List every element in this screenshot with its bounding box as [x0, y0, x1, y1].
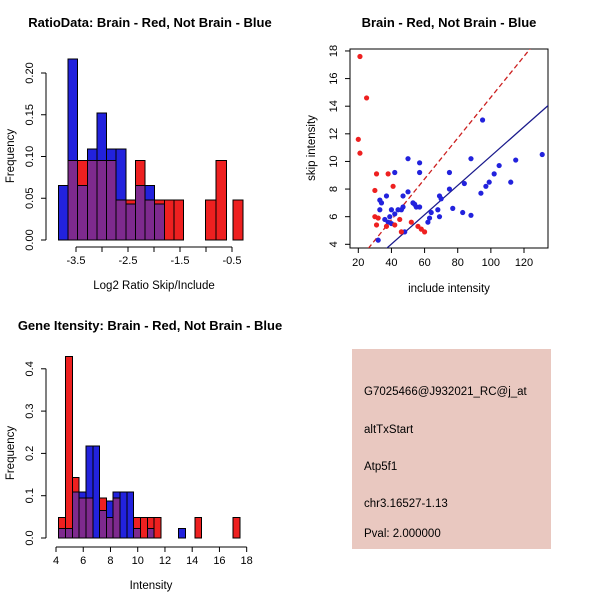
hist-bar-red: [140, 518, 147, 538]
y-tick-label: 0.10: [24, 145, 36, 168]
scatter-point-blue: [483, 184, 488, 189]
x-tick-label: 10: [131, 555, 144, 567]
scatter-point-blue: [427, 215, 432, 220]
scatter-point-red: [390, 184, 395, 189]
x-tick-label: 12: [158, 555, 172, 567]
scatter-point-blue: [513, 157, 518, 162]
hist-bar-red: [66, 357, 73, 538]
y-tick-label: 0.15: [24, 104, 36, 126]
info-panel-background: [352, 349, 551, 549]
scatter-point-blue: [376, 238, 381, 243]
scatter-point-blue: [447, 186, 452, 191]
y-tick-label: 8: [328, 185, 340, 193]
y-tick-label: 6: [328, 213, 340, 220]
scatter-point-red: [384, 224, 389, 229]
hist-bar-overlap: [79, 498, 86, 538]
x-tick-label: 6: [80, 555, 87, 567]
hist-bar-red: [216, 161, 226, 240]
y-tick-label: 0.05: [24, 187, 36, 209]
y-tick-label: 0.20: [24, 62, 36, 84]
scatter-point-red: [386, 171, 391, 176]
x-tick-label: -0.5: [222, 255, 242, 267]
y-tick-label: 0.1: [24, 488, 36, 504]
scatter-point-blue: [379, 200, 384, 205]
x-tick-label: 20: [352, 257, 365, 269]
y-tick-label: 0.0: [24, 530, 36, 546]
y-tick-label: 4: [328, 241, 340, 248]
y-tick-label: 12: [328, 127, 340, 140]
hist-bar-overlap: [126, 204, 135, 240]
hist-bar-blue: [58, 186, 68, 240]
scatter-point-blue: [400, 193, 405, 198]
hist-bar-red: [195, 518, 202, 538]
gene-hist-xlabel: Intensity: [129, 580, 173, 592]
hist-bar-red: [154, 518, 161, 538]
info-genomic-location: chr3.16527-1.13: [364, 498, 448, 510]
y-tick-label: 0.00: [24, 229, 36, 251]
hist-bar-red: [233, 200, 243, 240]
x-tick-label: 18: [240, 555, 253, 567]
x-tick-label: 80: [451, 257, 464, 269]
scatter-point-blue: [417, 204, 422, 209]
scatter-point-red: [364, 95, 369, 100]
x-tick-label: 100: [481, 257, 501, 269]
scatter-point-blue: [478, 191, 483, 196]
scatter-point-blue: [429, 210, 434, 215]
hist-bar-overlap: [86, 498, 93, 538]
y-tick-label: 16: [328, 72, 340, 85]
x-tick-label: 120: [514, 257, 534, 269]
scatter-xlabel: include intensity: [408, 283, 490, 295]
hist-bar-blue: [127, 492, 134, 538]
scatter-point-blue: [480, 117, 485, 122]
ratio-hist-ylabel: Frequency: [5, 128, 17, 184]
x-tick-label: 16: [213, 555, 226, 567]
scatter-point-blue: [492, 171, 497, 176]
scatter-point-blue: [497, 163, 502, 168]
y-tick-label: 14: [328, 100, 340, 113]
hist-bar-overlap: [66, 529, 73, 538]
scatter-point-red: [422, 229, 427, 234]
hist-bar-red: [233, 518, 240, 538]
hist-bar-overlap: [147, 529, 154, 538]
scatter-point-red: [397, 217, 402, 222]
x-tick-label: 40: [385, 257, 398, 269]
scatter-point-red: [356, 137, 361, 142]
x-tick-label: -2.5: [118, 255, 138, 267]
hist-bar-overlap: [155, 204, 165, 240]
x-tick-label: 14: [186, 555, 199, 567]
scatter-point-blue: [392, 170, 397, 175]
hist-bar-overlap: [106, 518, 113, 538]
scatter-point-red: [409, 220, 414, 225]
y-tick-label: 0.3: [24, 403, 36, 419]
hist-bar-overlap: [113, 498, 120, 538]
scatter-point-blue: [462, 181, 467, 186]
hist-bar-overlap: [68, 161, 77, 240]
hist-bar-overlap: [72, 492, 79, 538]
scatter-point-blue: [405, 156, 410, 161]
hist-bar-overlap: [134, 529, 141, 538]
scatter-point-blue: [508, 180, 513, 185]
scatter-point-blue: [417, 170, 422, 175]
info-panel: [352, 349, 551, 549]
scatter-point-red: [372, 188, 377, 193]
info-gene-symbol: Atp5f1: [364, 461, 398, 473]
scatter-point-blue: [437, 214, 442, 219]
hist-bar-overlap: [135, 186, 145, 240]
hist-bar-overlap: [100, 511, 107, 538]
x-tick-label: -1.5: [170, 255, 190, 267]
scatter-point-blue: [460, 210, 465, 215]
hist-bar-overlap: [59, 529, 66, 538]
hist-bar-blue: [179, 529, 186, 538]
scatter-point-blue: [450, 206, 455, 211]
info-event-type: altTxStart: [364, 424, 414, 436]
hist-bar-overlap: [107, 161, 116, 240]
scatter-point-blue: [389, 207, 394, 212]
y-tick-label: 0.2: [24, 445, 36, 462]
ratio-hist-xlabel: Log2 Ratio Skip/Include: [93, 280, 215, 292]
scatter-point-blue: [487, 180, 492, 185]
hist-bar-overlap: [87, 161, 96, 240]
scatter-point-blue: [439, 196, 444, 201]
y-tick-label: 10: [328, 155, 340, 168]
scatter-point-red: [374, 222, 379, 227]
info-pvalue: Pval: 2.000000: [364, 528, 441, 540]
hist-bar-blue: [93, 446, 100, 538]
hist-bar-overlap: [78, 186, 88, 240]
scatter-ylabel: skip intensity: [306, 115, 318, 181]
scatter-point-blue: [447, 170, 452, 175]
hist-bar-overlap: [116, 200, 126, 240]
scatter-title: Brain - Red, Not Brain - Blue: [361, 15, 537, 30]
scatter-point-red: [399, 229, 404, 234]
gene-hist-ylabel: Frequency: [5, 425, 17, 481]
scatter-point-red: [392, 222, 397, 227]
x-tick-label: 8: [107, 555, 114, 567]
scatter-point-blue: [540, 152, 545, 157]
fit-line-blue-solid: [386, 105, 548, 249]
y-tick-label: 0.4: [24, 361, 36, 377]
scatter-point-blue: [417, 160, 422, 165]
scatter-point-blue: [468, 156, 473, 161]
scatter-point-blue: [392, 211, 397, 216]
hist-bar-red: [205, 200, 215, 240]
hist-bar-blue: [120, 492, 127, 538]
scatter-point-red: [357, 54, 362, 59]
hist-bar-red: [164, 200, 173, 240]
scatter-point-blue: [468, 213, 473, 218]
scatter-point-blue: [377, 207, 382, 212]
scatter-point-blue: [435, 207, 440, 212]
ratio-hist-title: RatioData: Brain - Red, Not Brain - Blue: [28, 15, 272, 30]
hist-bar-overlap: [145, 200, 154, 240]
scatter-point-blue: [400, 204, 405, 209]
x-tick-label: -3.5: [66, 255, 86, 267]
info-probeset-id: G7025466@J932021_RC@j_at: [364, 386, 527, 398]
scatter-point-blue: [405, 189, 410, 194]
x-tick-label: 60: [418, 257, 431, 269]
hist-bar-red: [174, 200, 184, 240]
scatter-point-blue: [384, 193, 389, 198]
gene-hist-title: Gene Itensity: Brain - Red, Not Brain - Blue: [17, 318, 283, 333]
hist-bar-overlap: [97, 161, 107, 240]
scatter-point-blue: [387, 214, 392, 219]
scatter-point-red: [374, 171, 379, 176]
x-tick-label: 4: [52, 555, 60, 567]
scatter-point-red: [376, 215, 381, 220]
scatter-point-red: [357, 151, 362, 156]
y-tick-label: 18: [328, 44, 340, 58]
fit-line-red-dashed: [368, 48, 530, 248]
